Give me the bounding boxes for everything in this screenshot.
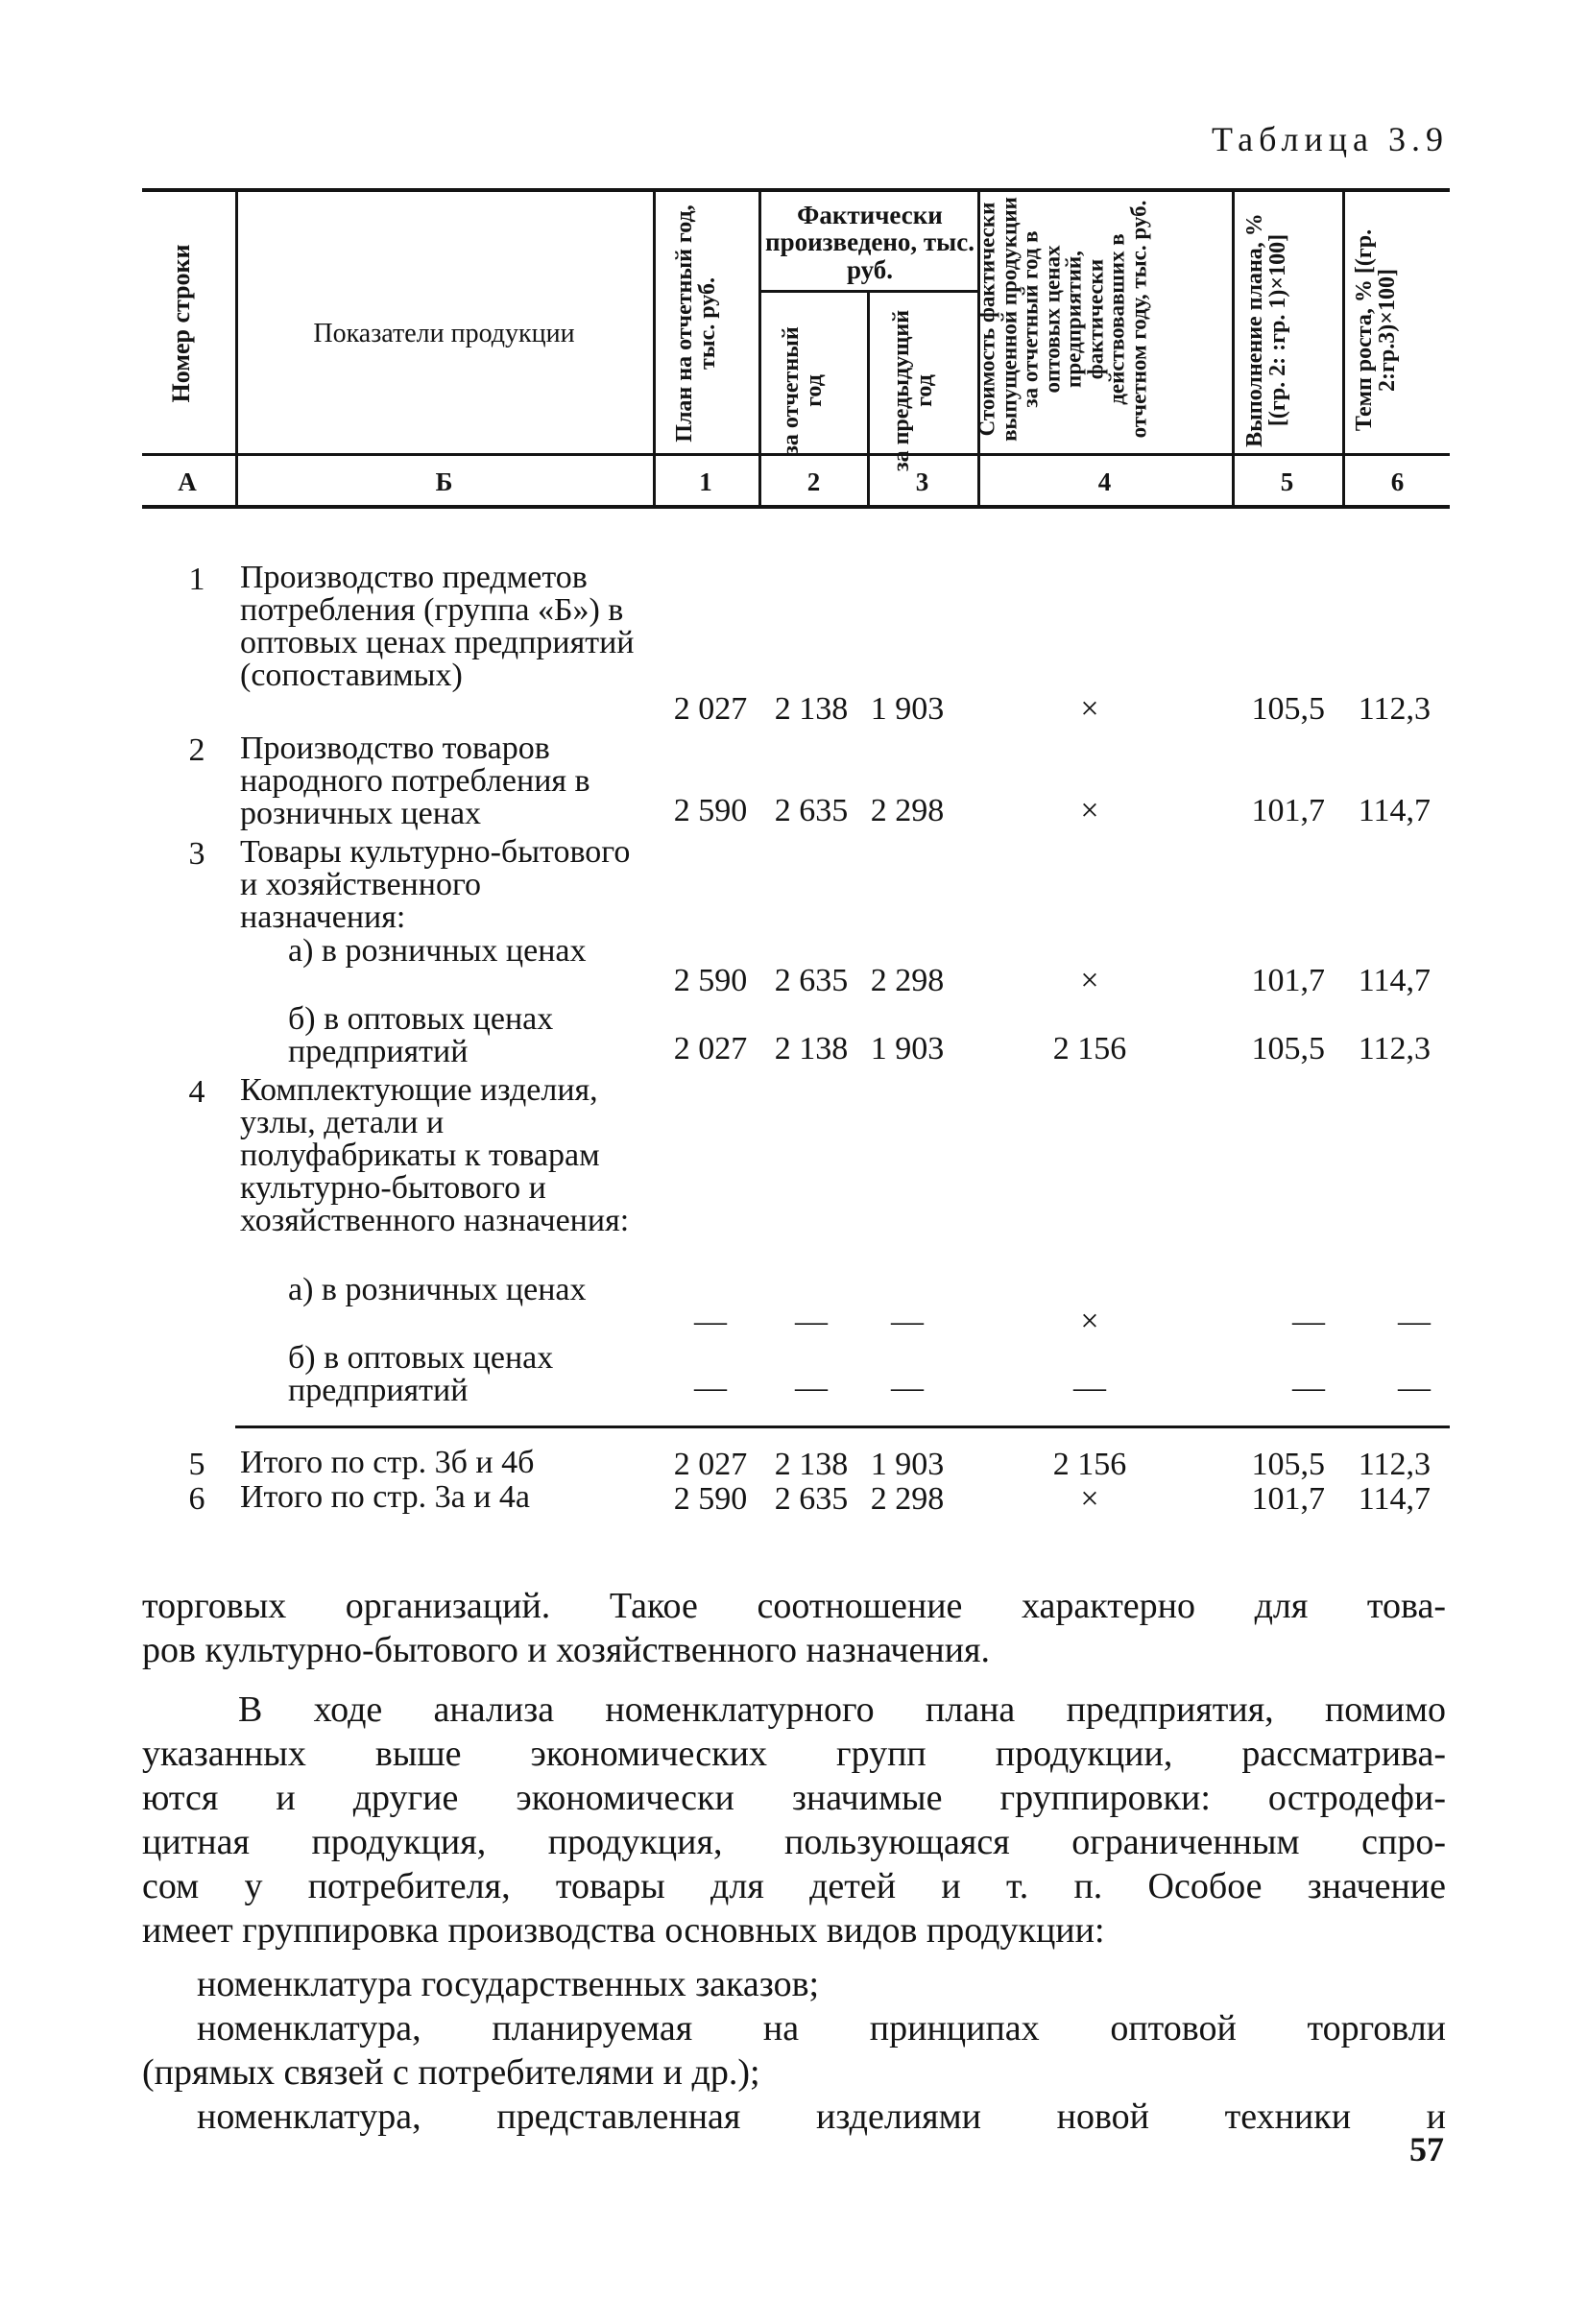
row-number: 4	[188, 1074, 205, 1110]
table-top-rule	[142, 188, 1450, 192]
cell-actual-current: 2 635	[774, 793, 849, 828]
cell-plan: 2 027	[673, 691, 748, 727]
col-index-6: 6	[1390, 467, 1405, 496]
cell-actual-prev: —	[891, 1304, 924, 1339]
cell-plan: 2 027	[673, 1447, 748, 1482]
cell-plan: 2 590	[673, 793, 748, 828]
row-sub-label: а) в розничных ценах	[288, 1272, 587, 1307]
cell-actual-current: —	[795, 1370, 828, 1405]
paragraph-analysis	[142, 1688, 1446, 1953]
cell-actual-current: 2 138	[774, 1031, 849, 1066]
text-line: сом у потребителя, товары для детей и т. п. Особое значение	[142, 1866, 1446, 1906]
text-line: номенклатура, планируемая на принципах оптовой торговли	[197, 2008, 1446, 2048]
cell-growth: 112,3	[1358, 1447, 1431, 1482]
list-item-2	[142, 2006, 1446, 2095]
totals-rule	[235, 1426, 1450, 1428]
col-index-2: 2	[806, 467, 821, 496]
row-sub-label: а) в розничных ценах	[288, 933, 587, 969]
cell-actual-prev: 2 298	[870, 1481, 945, 1517]
col-index-a: А	[178, 467, 197, 496]
cell-fulfillment: 101,7	[1251, 793, 1325, 828]
cell-plan: 2 590	[673, 963, 748, 998]
text-line: торговых организаций. Такое соотношение характерно для това-	[142, 1586, 1446, 1626]
col-index-1: 1	[699, 467, 712, 496]
text-line: (прямых связей с потребителями и др.);	[142, 2052, 760, 2093]
cell-plan: 2 027	[673, 1031, 748, 1066]
cell-actual-current: 2 138	[774, 691, 849, 727]
cell-cost: ×	[1080, 1481, 1099, 1517]
row-number: 2	[188, 732, 205, 768]
cell-cost: ×	[1080, 793, 1099, 828]
row-label: Производство предметов потребления (группа «Б») в оптовых ценах предприятий (сопоставимых)	[240, 560, 635, 693]
cell-cost: ×	[1080, 963, 1099, 998]
cell-actual-prev: —	[891, 1370, 924, 1405]
cell-fulfillment: 105,5	[1251, 1447, 1325, 1482]
cell-actual-prev: 1 903	[870, 1447, 945, 1482]
cell-growth: 112,3	[1358, 691, 1431, 727]
cell-actual-prev: 2 298	[870, 793, 945, 828]
row-label: Производство товаров народного потребления в розничных ценах	[240, 731, 590, 831]
cell-actual-prev: 1 903	[870, 691, 945, 727]
paragraph-continuation	[142, 1584, 1446, 1672]
col-index-3: 3	[915, 467, 929, 496]
row-number: 1	[188, 562, 205, 597]
text-line: имеет группировка производства основных видов продукции:	[142, 1910, 1105, 1951]
row-number: 3	[188, 836, 205, 872]
text-line: ров культурно-бытового и хозяйственного назначения.	[142, 1630, 991, 1670]
cell-growth: —	[1398, 1370, 1431, 1405]
text-line: В ходе анализа номенклатурного плана предприятия, помимо	[238, 1689, 1446, 1730]
row-number: 6	[188, 1481, 205, 1517]
cell-cost: ×	[1080, 691, 1099, 727]
cell-actual-current: 2 635	[774, 963, 849, 998]
cell-growth: 114,7	[1358, 963, 1431, 998]
text-line: номенклатура государственных заказов;	[197, 1964, 820, 2004]
cell-fulfillment: —	[1292, 1370, 1325, 1405]
text-line: указанных выше экономических групп продукции, рассматрива-	[142, 1734, 1446, 1774]
cell-plan: 2 590	[673, 1481, 748, 1517]
cell-fulfillment: 101,7	[1251, 963, 1325, 998]
cell-fulfillment: 101,7	[1251, 1481, 1325, 1517]
list-item-3	[142, 2095, 1446, 2139]
list-item-1	[142, 1962, 1446, 2006]
header-fulfillment: Выполнение плана, % [(гр. 2: :гр. 1)×100]	[1242, 213, 1290, 447]
row-label: Товары культурно-бытового и хозяйственного назначения:	[240, 834, 631, 935]
cell-fulfillment: —	[1292, 1304, 1325, 1339]
text-line: номенклатура, представленная изделиями новой техники и	[197, 2096, 1446, 2137]
cell-plan: —	[694, 1304, 727, 1339]
header-row-number: Номер строки	[167, 244, 195, 403]
header-actual-prev: за предыдущий год	[889, 309, 937, 472]
col-index-5: 5	[1280, 467, 1294, 496]
cell-fulfillment: 105,5	[1251, 1031, 1325, 1066]
row-number: 5	[188, 1447, 205, 1482]
col-index-4: 4	[1097, 467, 1112, 496]
cell-growth: 114,7	[1358, 1481, 1431, 1517]
col-index-b: Б	[435, 467, 453, 496]
cell-cost: 2 156	[1052, 1447, 1127, 1482]
text-line: ются и другие экономически значимые группировки: остродефи-	[142, 1778, 1446, 1818]
cell-fulfillment: 105,5	[1251, 691, 1325, 727]
cell-growth: 114,7	[1358, 793, 1431, 828]
cell-cost: 2 156	[1052, 1031, 1127, 1066]
row-label: Итого по стр. 3а и 4а	[240, 1479, 530, 1515]
page-number: 57	[1409, 2130, 1444, 2168]
cell-growth: —	[1398, 1304, 1431, 1339]
header-actual-group: Фактически произведено, тыс. руб.	[765, 201, 974, 284]
cell-actual-current: —	[795, 1304, 828, 1339]
header-growth: Темп роста, % [(гр. 2:гр.3)×100]	[1352, 228, 1400, 432]
cell-actual-prev: 1 903	[870, 1031, 945, 1066]
header-indicators: Показатели продукции	[313, 319, 575, 348]
cell-actual-current: 2 138	[774, 1447, 849, 1482]
text-line: цитная продукция, продукция, пользующаяся ограниченным спро-	[142, 1822, 1446, 1862]
row-sub-label: б) в оптовых ценах предприятий	[288, 1340, 554, 1408]
cell-plan: —	[694, 1370, 727, 1405]
cell-cost: —	[1073, 1370, 1106, 1405]
row-label: Итого по стр. 3б и 4б	[240, 1445, 535, 1480]
row-label: Комплектующие изделия, узлы, детали и полуфабрикаты к товарам культурно-бытового и хозяйственного назначения:	[240, 1072, 630, 1238]
header-cost: Стоимость фактически выпущенной продукции за отчетный год в оптовых ценах предприятий, фактически действовавших в отчетном году, тыс. руб.	[974, 197, 1151, 442]
header-plan: План на отчетный год, тыс. руб.	[672, 204, 720, 443]
header-actual-current: за отчетный год	[779, 326, 827, 455]
cell-cost: ×	[1080, 1304, 1099, 1339]
table-caption: Таблица 3.9	[1212, 120, 1449, 158]
row-sub-label: б) в оптовых ценах предприятий	[288, 1001, 554, 1069]
cell-actual-current: 2 635	[774, 1481, 849, 1517]
cell-growth: 112,3	[1358, 1031, 1431, 1066]
cell-actual-prev: 2 298	[870, 963, 945, 998]
header-bottom-rule	[142, 505, 1450, 509]
